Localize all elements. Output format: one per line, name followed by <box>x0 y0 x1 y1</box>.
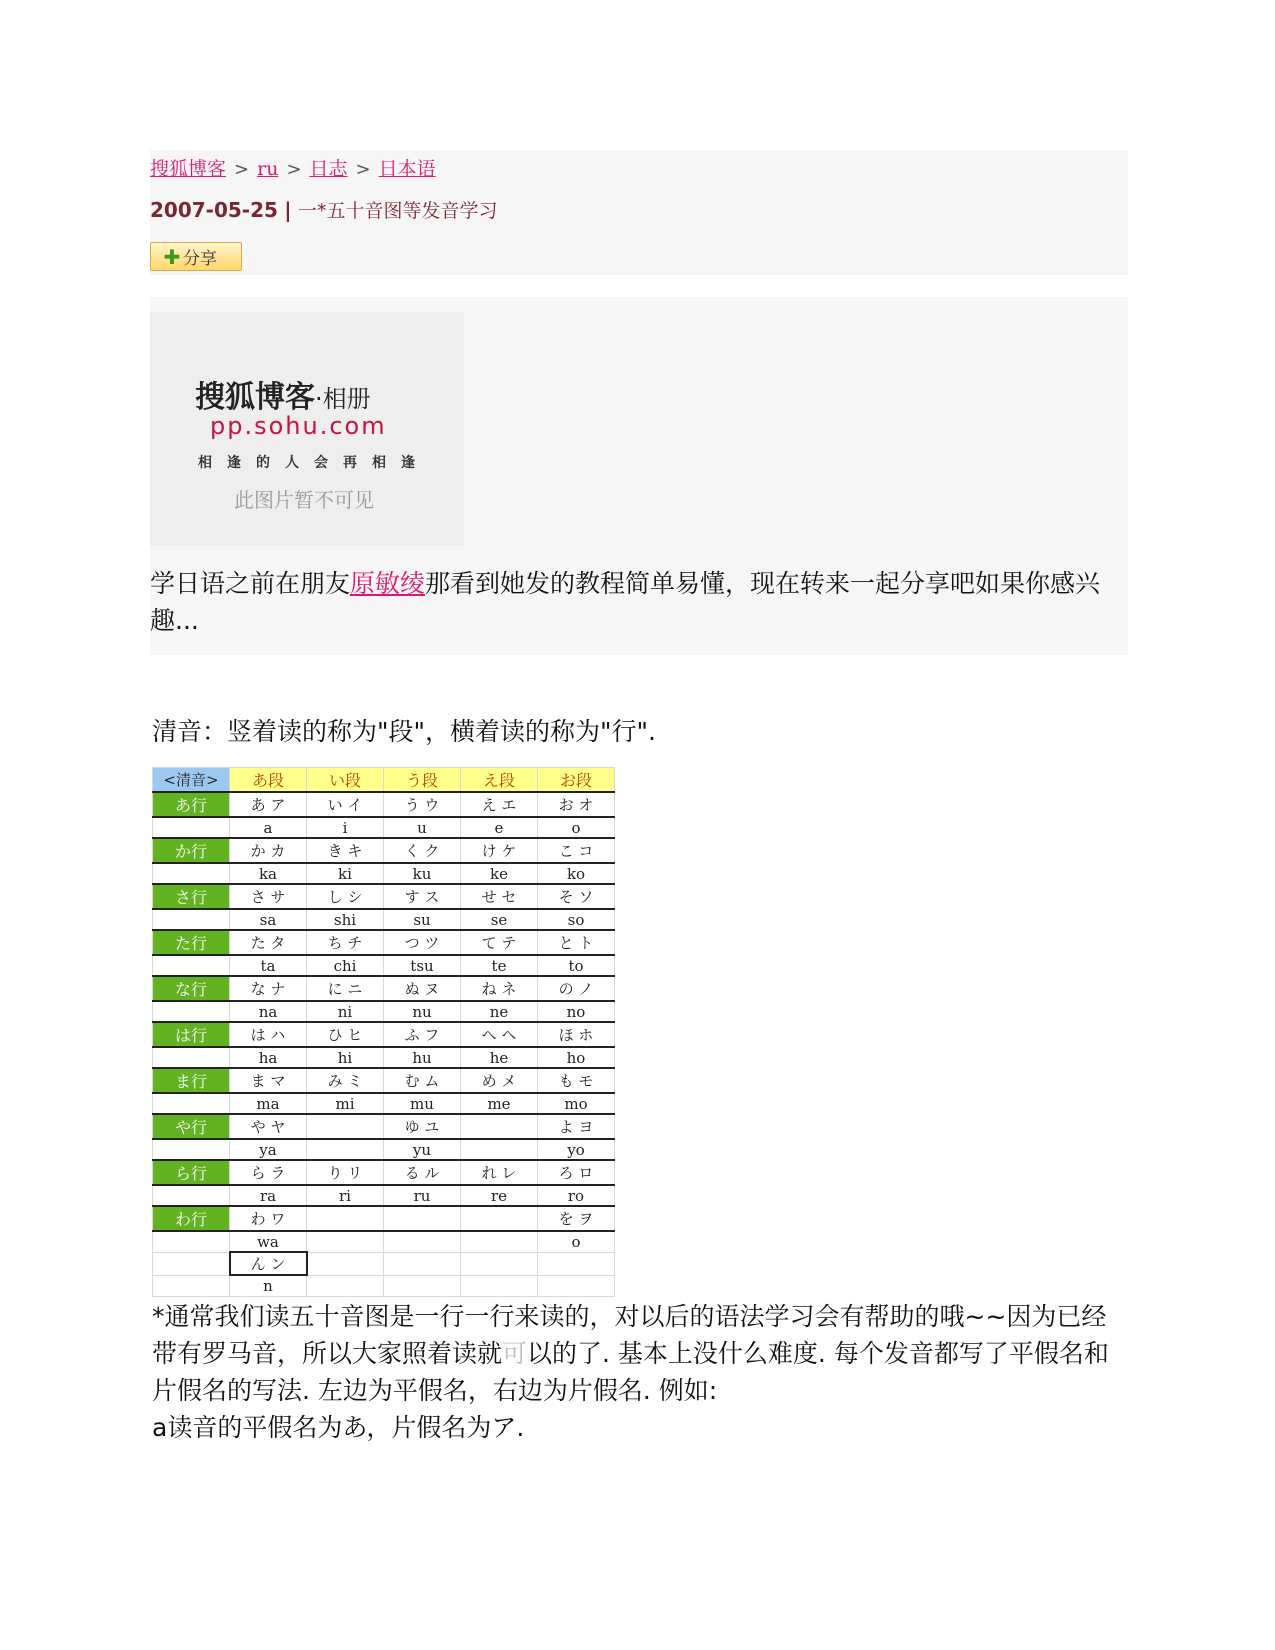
row-label: か行 <box>153 838 230 863</box>
romaji-cell: ru <box>384 1185 461 1206</box>
romaji-cell: nu <box>384 1001 461 1022</box>
romaji-cell: ma <box>230 1093 307 1114</box>
kana-cell: む ム <box>384 1068 461 1093</box>
kana-cell: さ サ <box>230 884 307 909</box>
header-cell: あ段 <box>230 768 307 793</box>
row-label: な行 <box>153 976 230 1001</box>
kana-cell: わ ワ <box>230 1206 307 1231</box>
romaji-cell: ku <box>384 863 461 884</box>
kana-cell: は ハ <box>230 1022 307 1047</box>
row-label: さ行 <box>153 884 230 909</box>
blank-cell <box>153 1231 230 1252</box>
para-example: a读音的平假名为あ，片假名为ア. <box>152 1413 525 1442</box>
romaji-cell <box>461 1231 538 1252</box>
kana-cell: か カ <box>230 838 307 863</box>
kana-cell: ら ラ <box>230 1160 307 1185</box>
romaji-cell: o <box>538 817 615 838</box>
romaji-row <box>153 817 615 838</box>
romaji-cell: me <box>461 1093 538 1114</box>
romaji-cell: ri <box>307 1185 384 1206</box>
row-label: た行 <box>153 930 230 955</box>
post-date: 2007-05-25 <box>150 198 278 222</box>
kana-cell: や ヤ <box>230 1114 307 1139</box>
kana-row <box>153 1022 615 1047</box>
kana-row <box>153 1068 615 1093</box>
romaji-row <box>153 909 615 930</box>
romaji-cell: ko <box>538 863 615 884</box>
row-label: あ行 <box>153 792 230 817</box>
romaji-cell <box>384 1231 461 1252</box>
romaji-cell: te <box>461 955 538 976</box>
romaji-cell: i <box>307 817 384 838</box>
header-cell: え段 <box>461 768 538 793</box>
kana-cell: ま マ <box>230 1068 307 1093</box>
romaji-cell: wa <box>230 1231 307 1252</box>
romaji-cell: ho <box>538 1047 615 1068</box>
photo-unavailable-text: 此图片暂不可见 <box>234 488 374 512</box>
blank-cell <box>461 1252 538 1275</box>
kana-cell: へ ヘ <box>461 1022 538 1047</box>
romaji-cell: ne <box>461 1001 538 1022</box>
kana-cell: お オ <box>538 792 615 817</box>
romaji-row <box>153 1047 615 1068</box>
kana-cell: あ ア <box>230 792 307 817</box>
kana-row-n <box>153 1252 615 1275</box>
row-label: ま行 <box>153 1068 230 1093</box>
romaji-cell: so <box>538 909 615 930</box>
romaji-cell: ra <box>230 1185 307 1206</box>
kana-cell: う ウ <box>384 792 461 817</box>
kana-cell: ち チ <box>307 930 384 955</box>
photo-placeholder[interactable] <box>150 312 464 546</box>
kana-cell: き キ <box>307 838 384 863</box>
kana-cell: て テ <box>461 930 538 955</box>
kana-cell <box>461 1114 538 1139</box>
romaji-cell: mo <box>538 1093 615 1114</box>
post-title <box>150 196 497 223</box>
romaji-cell: yu <box>384 1139 461 1160</box>
section-lead: 清音：竖着读的称为"段"，横着读的称为"行". <box>152 717 656 746</box>
kana-cell: も モ <box>538 1068 615 1093</box>
romaji-cell: hi <box>307 1047 384 1068</box>
kana-row <box>153 1206 615 1231</box>
para-text-gray: 可 <box>502 1339 528 1368</box>
row-label: わ行 <box>153 1206 230 1231</box>
kana-table <box>152 767 615 1297</box>
photo-brand-name: 搜狐博客 <box>195 380 315 415</box>
romaji-cell: e <box>461 817 538 838</box>
kana-cell: く ク <box>384 838 461 863</box>
romaji-cell: se <box>461 909 538 930</box>
blank-cell <box>153 955 230 976</box>
romaji-cell: tsu <box>384 955 461 976</box>
romaji-row <box>153 863 615 884</box>
plus-icon: ✚ <box>163 244 181 269</box>
row-label: や行 <box>153 1114 230 1139</box>
kana-cell: り リ <box>307 1160 384 1185</box>
romaji-cell: to <box>538 955 615 976</box>
kana-cell <box>307 1206 384 1231</box>
blank-cell <box>153 1275 230 1296</box>
romaji-cell <box>307 1231 384 1252</box>
breadcrumb-link-diary[interactable]: 日志 <box>309 158 348 180</box>
post-header <box>150 150 1128 275</box>
kana-cell-n: ん ン <box>230 1252 307 1275</box>
kana-row <box>153 838 615 863</box>
romaji-cell: a <box>230 817 307 838</box>
romaji-cell <box>307 1139 384 1160</box>
kana-cell: こ コ <box>538 838 615 863</box>
blank-cell <box>307 1252 384 1275</box>
breadcrumb-separator: > <box>234 159 250 180</box>
romaji-cell: sa <box>230 909 307 930</box>
blank-cell <box>153 817 230 838</box>
kana-cell: す ス <box>384 884 461 909</box>
kana-row <box>153 1114 615 1139</box>
romaji-row <box>153 1001 615 1022</box>
romaji-cell: u <box>384 817 461 838</box>
kana-cell: み ミ <box>307 1068 384 1093</box>
romaji-cell: mi <box>307 1093 384 1114</box>
romaji-cell: ka <box>230 863 307 884</box>
intro-text <box>150 565 1110 639</box>
kana-cell: に ニ <box>307 976 384 1001</box>
para-text-b: 以的了. 基本上没什么难度. 每个发音都写了平假名和片假名的写法. 左边为平假名，右边为片假名. 例如: <box>152 1339 1109 1405</box>
row-label: は行 <box>153 1022 230 1047</box>
kana-cell: と ト <box>538 930 615 955</box>
kana-cell: そ ソ <box>538 884 615 909</box>
kana-cell: な ナ <box>230 976 307 1001</box>
kana-cell: し シ <box>307 884 384 909</box>
kana-cell <box>384 1206 461 1231</box>
para-text-a: *通常我们读五十音图是一行一行来读的，对以后的语法学习会有帮助的哦~~因为已经带有罗马音，所以大家照着读就 <box>152 1302 1107 1368</box>
romaji-cell: ro <box>538 1185 615 1206</box>
kana-cell: ぬ ヌ <box>384 976 461 1001</box>
kana-cell: の ノ <box>538 976 615 1001</box>
breadcrumb <box>150 154 436 181</box>
romaji-cell: chi <box>307 955 384 976</box>
intro-before: 学日语之前在朋友 <box>150 569 351 598</box>
kana-cell: た タ <box>230 930 307 955</box>
kana-cell: け ケ <box>461 838 538 863</box>
photo-brand-suffix: ·相册 <box>315 385 371 413</box>
intro-after: 那看到她发的教程简单易懂，现在转来一起分享吧如果你感兴趣... <box>150 569 1101 635</box>
romaji-cell: hu <box>384 1047 461 1068</box>
kana-cell: を ヲ <box>538 1206 615 1231</box>
kana-row <box>153 884 615 909</box>
blank-cell <box>538 1252 615 1275</box>
romaji-cell: re <box>461 1185 538 1206</box>
romaji-cell: yo <box>538 1139 615 1160</box>
header-cell: <清音> <box>153 768 230 793</box>
breadcrumb-link-sohu-blog[interactable]: 搜狐博客 <box>150 158 227 180</box>
romaji-cell: no <box>538 1001 615 1022</box>
kana-cell: せ セ <box>461 884 538 909</box>
blank-cell <box>384 1252 461 1275</box>
kana-cell: れ レ <box>461 1160 538 1185</box>
kana-cell: る ル <box>384 1160 461 1185</box>
blank-cell <box>384 1275 461 1296</box>
kana-cell: い イ <box>307 792 384 817</box>
header-cell: い段 <box>307 768 384 793</box>
kana-cell: ろ ロ <box>538 1160 615 1185</box>
blank-cell <box>153 909 230 930</box>
blank-cell <box>307 1275 384 1296</box>
romaji-cell: shi <box>307 909 384 930</box>
romaji-cell: na <box>230 1001 307 1022</box>
blank-cell <box>153 1185 230 1206</box>
breadcrumb-link-japanese[interactable]: 日本语 <box>378 158 436 180</box>
romaji-row-n <box>153 1275 615 1296</box>
header-cell: お段 <box>538 768 615 793</box>
kana-cell: ひ ヒ <box>307 1022 384 1047</box>
blank-cell <box>153 1252 230 1275</box>
photo-motto: 相逢的人会再相逢 <box>198 455 430 471</box>
kana-row <box>153 1160 615 1185</box>
blank-cell <box>461 1275 538 1296</box>
romaji-row <box>153 1185 615 1206</box>
blank-cell <box>153 1093 230 1114</box>
kana-cell <box>307 1114 384 1139</box>
romaji-cell: ya <box>230 1139 307 1160</box>
explanation-paragraph <box>152 1298 1127 1446</box>
romaji-cell: ha <box>230 1047 307 1068</box>
romaji-cell: ni <box>307 1001 384 1022</box>
kana-row <box>153 792 615 817</box>
row-label: ら行 <box>153 1160 230 1185</box>
kana-row <box>153 976 615 1001</box>
romaji-cell: ta <box>230 955 307 976</box>
post-title-text: 一*五十音图等发音学习 <box>297 200 498 222</box>
photo-domain: pp.sohu.com <box>210 412 387 440</box>
breadcrumb-separator: > <box>355 159 371 180</box>
table-header-row <box>153 768 615 793</box>
kana-cell: ふ フ <box>384 1022 461 1047</box>
header-cell: う段 <box>384 768 461 793</box>
share-button[interactable] <box>150 242 242 271</box>
romaji-cell-n: n <box>230 1275 307 1296</box>
friend-link[interactable]: 原敏绫 <box>350 569 426 598</box>
share-button-label: 分享 <box>183 249 217 269</box>
romaji-cell: mu <box>384 1093 461 1114</box>
romaji-row <box>153 1231 615 1252</box>
kana-cell: め メ <box>461 1068 538 1093</box>
kana-cell: よ ヨ <box>538 1114 615 1139</box>
breadcrumb-separator: > <box>286 159 302 180</box>
post-content <box>150 297 1128 655</box>
romaji-row <box>153 1093 615 1114</box>
romaji-cell <box>461 1139 538 1160</box>
romaji-cell: su <box>384 909 461 930</box>
blank-cell <box>153 1001 230 1022</box>
photo-brand <box>195 372 371 416</box>
breadcrumb-link-ru[interactable]: ru <box>257 158 279 180</box>
romaji-cell: he <box>461 1047 538 1068</box>
blank-cell <box>153 1047 230 1068</box>
kana-cell: ほ ホ <box>538 1022 615 1047</box>
title-divider: | <box>284 198 292 222</box>
kana-cell: え エ <box>461 792 538 817</box>
romaji-cell: o <box>538 1231 615 1252</box>
blank-cell <box>153 1139 230 1160</box>
kana-cell: ゆ ユ <box>384 1114 461 1139</box>
kana-cell: ね ネ <box>461 976 538 1001</box>
blank-cell <box>153 863 230 884</box>
kana-cell <box>461 1206 538 1231</box>
blank-cell <box>538 1275 615 1296</box>
romaji-row <box>153 955 615 976</box>
romaji-cell: ke <box>461 863 538 884</box>
romaji-cell: ki <box>307 863 384 884</box>
kana-row <box>153 930 615 955</box>
kana-cell: つ ツ <box>384 930 461 955</box>
romaji-row <box>153 1139 615 1160</box>
